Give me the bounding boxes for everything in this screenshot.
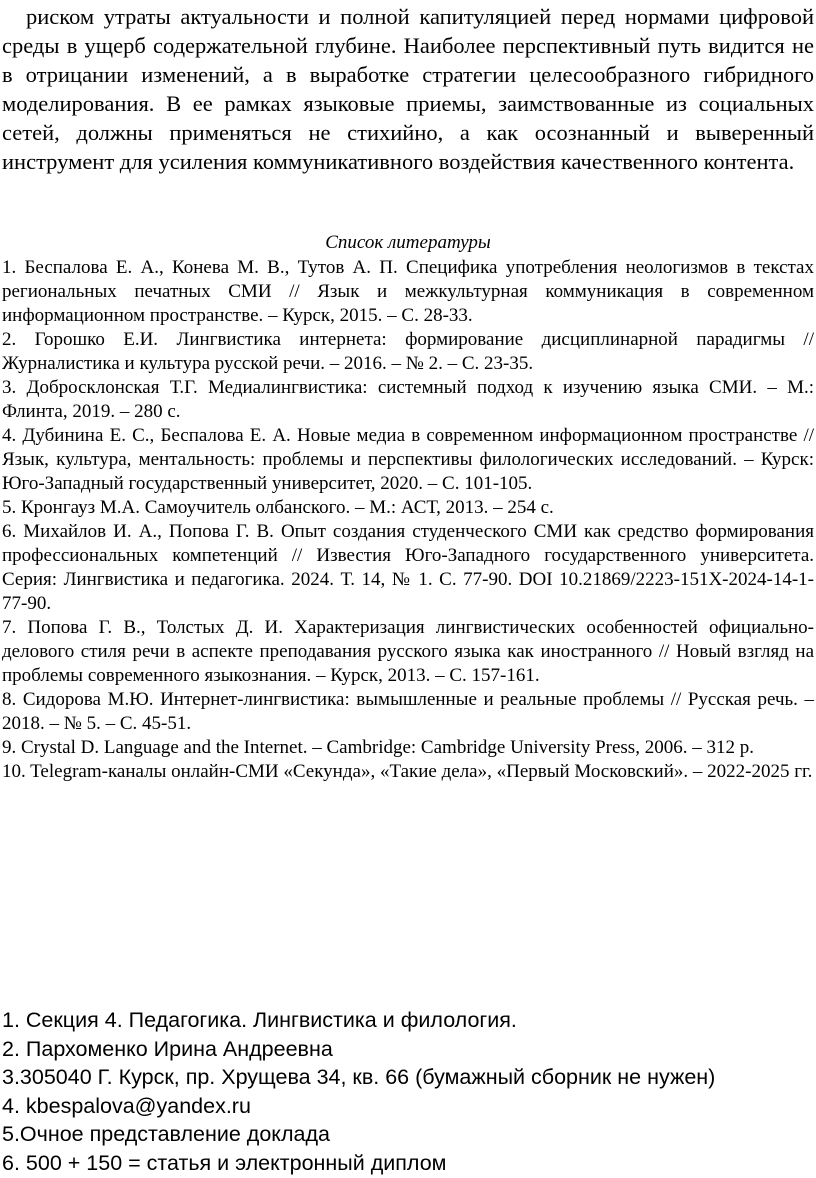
reference-item: 2. Горошко Е.И. Лингвистика интернета: формирование дисциплинарной парадигмы // Журналистика и культура русской речи. – 2016. – № 2. – С. 23-35. — [2, 329, 814, 374]
reference-item: 10. Telegram-каналы онлайн-СМИ «Секунда», «Такие дела», «Первый Московский». – 2022-2025 гг. — [2, 761, 813, 782]
reference-item: 8. Сидорова М.Ю. Интернет-лингвистика: вымышленные и реальные проблемы // Русская речь. – 2018. – № 5. – С. 45-51. — [2, 689, 814, 734]
info-author-name: 2. Пархоменко Ирина Андреевна — [2, 1036, 333, 1061]
reference-item: 1. Беспалова Е. А., Конева М. В., Тутов А. П. Специфика употребления неологизмов в текстах региональных печатных СМИ // Язык и межкультурная коммуникация в современном информационном пространстве. – Курск, 2015. – С. 28-33. — [2, 257, 814, 326]
info-email-prefix: 4. — [2, 1093, 26, 1118]
references-list — [2, 256, 814, 784]
reference-item: 6. Михайлов И. А., Попова Г. В. Опыт создания студенческого СМИ как средство формирования профессиональных компетенций // Известия Юго-Западного государственного университета. Серия: Лингвистика и педагогика. 2024. Т. 14, № 1. С. 77-90. DOI 10.21869/2223-151X-2024-14-1-77-90. — [2, 521, 814, 614]
author-info-list — [2, 1006, 814, 1177]
body-paragraph: риском утраты актуальности и полной капитуляцией перед нормами цифровой среды в ущерб содержательной глубине. Наиболее перспективный путь видится не в отрицании изменений, а в выработке стратегии целесообразного гибридного моделирования. В ее рамках языковые приемы, заимствованные из социальных сетей, должны применяться не стихийно, а как осознанный и выверенный инструмент для усиления коммуникативного воздействия качественного контента. — [2, 4, 814, 174]
reference-item: 7. Попова Г. В., Толстых Д. И. Характеризация лингвистических особенностей официально-делового стиля речи в аспекте преподавания русского языка как иностранного // Новый взгляд на проблемы современного языкознания. – Курск, 2013. – С. 157-161. — [2, 617, 814, 686]
reference-item: 4. Дубинина Е. С., Беспалова Е. А. Новые медиа в современном информационном пространстве // Язык, культура, ментальность: проблемы и перспективы филологических исследований. – Курск: Юго-Западный государственный университет, 2020. – С. 101-105. — [2, 425, 814, 494]
info-fee: 6. 500 + 150 = статья и электронный диплом — [2, 1150, 447, 1175]
reference-item: 5. Кронгауз М.А. Самоучитель олбанского. – М.: АСТ, 2013. – 254 с. — [2, 497, 554, 518]
info-address: 3.305040 Г. Курск, пр. Хрущева 34, кв. 66 (бумажный сборник не нужен) — [2, 1065, 716, 1089]
info-email-line — [2, 1092, 814, 1121]
info-section: 1. Секция 4. Педагогика. Лингвистика и филология. — [2, 1008, 517, 1032]
reference-item: 9. Crystal D. Language and the Internet. – Cambridge: Cambridge University Press, 2006. – 312 p. — [2, 737, 754, 758]
email-link[interactable]: kbespalova@yandex.ru — [25, 1093, 251, 1118]
reference-item: 3. Добросклонская Т.Г. Медиалингвистика: системный подход к изучению языка СМИ. – М.: Флинта, 2019. – 280 с. — [2, 377, 814, 422]
info-presentation-format: 5.Очное представление доклада — [2, 1122, 330, 1146]
references-heading: Список литературы — [325, 232, 491, 253]
